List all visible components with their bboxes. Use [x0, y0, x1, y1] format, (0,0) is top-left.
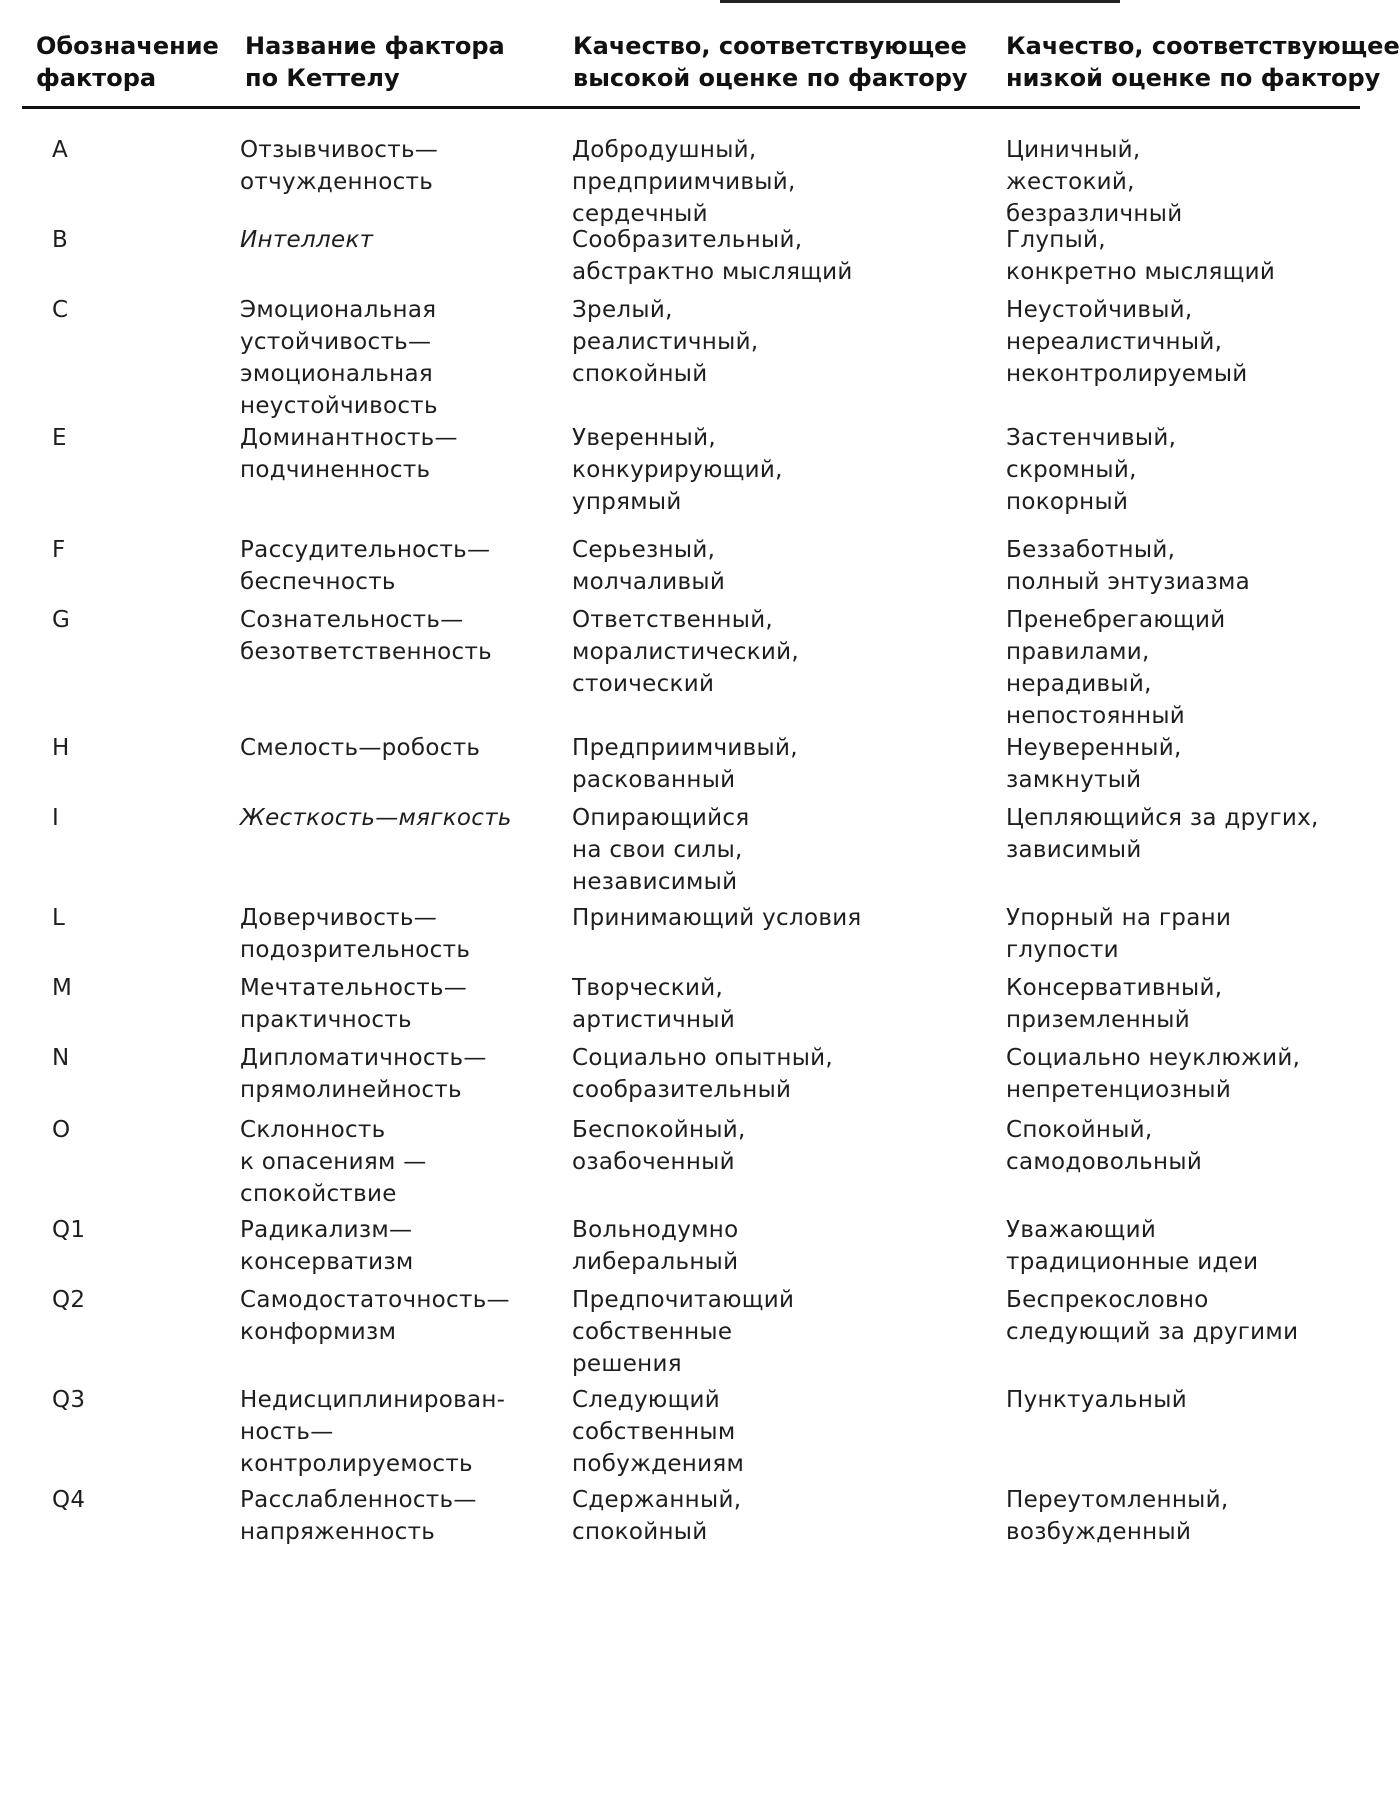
factor-name	[240, 1214, 414, 1278]
low-quality-line: самодовольный	[1006, 1149, 1203, 1175]
high-quality-line: озабоченный	[572, 1149, 735, 1175]
low-quality-line: нереалистичный,	[1006, 329, 1223, 355]
low-quality-line: полный энтузиазма	[1006, 569, 1250, 595]
factor-name-line: Радикализм—	[240, 1217, 413, 1243]
high-quality	[572, 534, 725, 598]
factor-name-line: Доверчивость—	[240, 905, 438, 931]
factor-name-line: Склонность	[240, 1117, 386, 1143]
factor-code	[52, 1384, 85, 1416]
factor-name-line: Жесткость—мягкость	[240, 805, 512, 831]
factor-name	[240, 732, 480, 764]
factor-code-line: Q3	[52, 1387, 86, 1413]
high-quality-line: спокойный	[572, 361, 708, 387]
factor-name-line: подчиненность	[240, 457, 431, 483]
low-quality-line: Пунктуальный	[1006, 1387, 1187, 1413]
header-low-quality: Качество, соответствующее низкой оценке по фактору	[1006, 32, 1400, 92]
high-quality-line: независимый	[572, 869, 738, 895]
high-quality-line: Беспокойный,	[572, 1117, 746, 1143]
factor-name-line: Рассудительность—	[240, 537, 491, 563]
high-quality	[572, 1484, 741, 1548]
low-quality	[1006, 134, 1182, 230]
factor-name-line: Смелость—робость	[240, 735, 481, 761]
low-quality-line: Глупый,	[1006, 227, 1106, 253]
low-quality	[1006, 902, 1231, 966]
high-quality-line: раскованный	[572, 767, 736, 793]
factor-name-line: прямолинейность	[240, 1077, 462, 1103]
high-quality-line: Уверенный,	[572, 425, 716, 451]
low-quality-line: неконтролируемый	[1006, 361, 1248, 387]
factor-name-line: Недисциплинирован-	[240, 1387, 506, 1413]
low-quality-line: возбужденный	[1006, 1519, 1192, 1545]
low-quality-line: Беспрекословно	[1006, 1287, 1209, 1313]
factor-name-line: устойчивость—	[240, 329, 432, 355]
factor-name-line: Доминантность—	[240, 425, 458, 451]
high-quality-line: Следующий	[572, 1387, 721, 1413]
low-quality-line: безразличный	[1006, 201, 1183, 227]
factor-code-line: Q1	[52, 1217, 86, 1243]
high-quality	[572, 1284, 794, 1380]
header-factor-name: Название фактора по Кеттелу	[245, 32, 505, 92]
factor-name	[240, 902, 470, 966]
factor-code	[52, 732, 70, 764]
high-quality	[572, 224, 853, 288]
factor-code	[52, 294, 68, 326]
factor-name-line: ность—	[240, 1419, 334, 1445]
low-quality-line: непретенциозный	[1006, 1077, 1232, 1103]
high-quality-line: реалистичный,	[572, 329, 759, 355]
factor-name-line: беспечность	[240, 569, 396, 595]
high-quality-line: собственные	[572, 1319, 733, 1345]
high-quality-line: Опирающийся	[572, 805, 750, 831]
table-header	[0, 0, 1400, 108]
factor-code	[52, 902, 65, 934]
factor-code	[52, 534, 66, 566]
low-quality-line: традиционные идеи	[1006, 1249, 1259, 1275]
high-quality-line: Сдержанный,	[572, 1487, 742, 1513]
factor-code	[52, 224, 68, 256]
factor-name-line: Отзывчивость—	[240, 137, 439, 163]
low-quality	[1006, 1384, 1187, 1416]
high-quality-line: собственным	[572, 1419, 736, 1445]
high-quality	[572, 1114, 746, 1178]
low-quality-line: покорный	[1006, 489, 1129, 515]
low-quality-line: жестокий,	[1006, 169, 1135, 195]
low-quality-line: приземленный	[1006, 1007, 1190, 1033]
low-quality-line: Цепляющийся за других,	[1006, 805, 1319, 831]
low-quality	[1006, 1484, 1228, 1548]
table-body	[0, 112, 1360, 1802]
factor-name	[240, 294, 438, 422]
factor-name-line: конформизм	[240, 1319, 397, 1345]
factor-name-line: Мечтательность—	[240, 975, 468, 1001]
low-quality-line: непостоянный	[1006, 703, 1186, 729]
factor-name-line: практичность	[240, 1007, 412, 1033]
high-quality	[572, 604, 799, 700]
high-quality-line: либеральный	[572, 1249, 739, 1275]
factor-name-line: спокойствие	[240, 1181, 397, 1207]
top-rule	[720, 0, 1120, 3]
factor-name-line: безответственность	[240, 639, 493, 665]
low-quality-line: Неустойчивый,	[1006, 297, 1193, 323]
low-quality	[1006, 1042, 1300, 1106]
factor-code	[52, 1284, 85, 1316]
factor-name	[240, 1284, 510, 1348]
factor-name	[240, 1114, 427, 1210]
low-quality	[1006, 604, 1225, 732]
high-quality-line: Сообразительный,	[572, 227, 803, 253]
factor-code-line: L	[52, 905, 66, 931]
factor-name	[240, 1484, 477, 1548]
high-quality	[572, 1384, 744, 1480]
low-quality-line: скромный,	[1006, 457, 1137, 483]
low-quality	[1006, 732, 1182, 796]
high-quality-line: Предприимчивый,	[572, 735, 798, 761]
high-quality-line: побуждениям	[572, 1451, 745, 1477]
header-factor-code: Обозначение фактора	[36, 32, 219, 92]
low-quality	[1006, 1114, 1202, 1178]
low-quality	[1006, 972, 1222, 1036]
factor-code-line: N	[52, 1045, 70, 1071]
factor-code-line: C	[52, 297, 69, 323]
high-quality	[572, 134, 796, 230]
high-quality-line: конкурирующий,	[572, 457, 783, 483]
high-quality-line: сердечный	[572, 201, 708, 227]
high-quality-line: абстрактно мыслящий	[572, 259, 853, 285]
high-quality-line: артистичный	[572, 1007, 736, 1033]
low-quality-line: Консервативный,	[1006, 975, 1223, 1001]
factor-code-line: I	[52, 805, 60, 831]
low-quality-line: Социально неуклюжий,	[1006, 1045, 1301, 1071]
high-quality-line: Серьезный,	[572, 537, 716, 563]
factor-code-line: F	[52, 537, 66, 563]
factor-code	[52, 134, 68, 166]
high-quality-line: молчаливый	[572, 569, 726, 595]
high-quality-line: на свои силы,	[572, 837, 743, 863]
factor-code	[52, 1114, 70, 1146]
high-quality-line: сообразительный	[572, 1077, 792, 1103]
low-quality-line: нерадивый,	[1006, 671, 1152, 697]
high-quality-line: Зрелый,	[572, 297, 673, 323]
factor-code-line: Q2	[52, 1287, 86, 1313]
factor-name-line: Интеллект	[240, 227, 374, 253]
header-high-quality: Качество, соответствующее высокой оценке по фактору	[573, 32, 968, 92]
factor-name-line: неустойчивость	[240, 393, 438, 419]
factor-name	[240, 972, 467, 1036]
low-quality-line: Пренебрегающий	[1006, 607, 1226, 633]
factor-name	[240, 422, 458, 486]
factor-code-line: B	[52, 227, 69, 253]
low-quality	[1006, 1284, 1298, 1348]
factor-code-line: M	[52, 975, 73, 1001]
high-quality-line: упрямый	[572, 489, 682, 515]
high-quality-line: стоический	[572, 671, 715, 697]
factor-code-line: E	[52, 425, 67, 451]
factor-name	[240, 534, 490, 598]
factor-name-line: Самодостаточность—	[240, 1287, 510, 1313]
low-quality	[1006, 294, 1248, 390]
factor-code	[52, 1214, 85, 1246]
high-quality-line: предприимчивый,	[572, 169, 796, 195]
factor-name	[240, 604, 492, 668]
low-quality-line: замкнутый	[1006, 767, 1142, 793]
factor-code	[52, 1042, 70, 1074]
low-quality-line: Неуверенный,	[1006, 735, 1182, 761]
factor-name-line: к опасениям —	[240, 1149, 427, 1175]
high-quality-line: спокойный	[572, 1519, 708, 1545]
factor-code	[52, 422, 67, 454]
factor-code	[52, 802, 59, 834]
factor-code	[52, 1484, 85, 1516]
high-quality	[572, 902, 862, 934]
factor-name-line: подозрительность	[240, 937, 471, 963]
high-quality-line: Социально опытный,	[572, 1045, 834, 1071]
factor-name-line: отчужденность	[240, 169, 434, 195]
high-quality-line: Добродушный,	[572, 137, 757, 163]
low-quality	[1006, 534, 1250, 598]
high-quality-line: Ответственный,	[572, 607, 774, 633]
low-quality	[1006, 802, 1319, 866]
low-quality-line: Упорный на грани	[1006, 905, 1232, 931]
factor-name-line: Эмоциональная	[240, 297, 437, 323]
high-quality-line: Принимающий условия	[572, 905, 862, 931]
low-quality-line: Переутомленный,	[1006, 1487, 1229, 1513]
low-quality	[1006, 224, 1275, 288]
low-quality	[1006, 422, 1176, 518]
factor-name-line: контролируемость	[240, 1451, 473, 1477]
factor-name	[240, 134, 438, 198]
low-quality-line: Спокойный,	[1006, 1117, 1153, 1143]
high-quality-line: Предпочитающий	[572, 1287, 795, 1313]
high-quality-line: Творческий,	[572, 975, 724, 1001]
factor-name-line: напряженность	[240, 1519, 436, 1545]
low-quality-line: Застенчивый,	[1006, 425, 1177, 451]
high-quality-line: моралистический,	[572, 639, 800, 665]
high-quality	[572, 732, 798, 796]
factor-name	[240, 224, 373, 256]
factor-name	[240, 1384, 505, 1480]
low-quality-line: Циничный,	[1006, 137, 1141, 163]
factor-name-line: Расслабленность—	[240, 1487, 477, 1513]
low-quality-line: конкретно мыслящий	[1006, 259, 1276, 285]
low-quality-line: Беззаботный,	[1006, 537, 1176, 563]
high-quality	[572, 972, 735, 1036]
factor-code	[52, 604, 70, 636]
factor-code	[52, 972, 72, 1004]
factor-name-line: консерватизм	[240, 1249, 414, 1275]
low-quality-line: зависимый	[1006, 837, 1142, 863]
header-rule	[22, 106, 1360, 109]
high-quality-line: решения	[572, 1351, 682, 1377]
low-quality	[1006, 1214, 1258, 1278]
factor-name-line: Сознательность—	[240, 607, 464, 633]
high-quality	[572, 1214, 739, 1278]
factor-name	[240, 1042, 487, 1106]
factor-name-line: эмоциональная	[240, 361, 433, 387]
high-quality	[572, 802, 750, 898]
factor-code-line: O	[52, 1117, 71, 1143]
low-quality-line: правилами,	[1006, 639, 1150, 665]
low-quality-line: следующий за другими	[1006, 1319, 1299, 1345]
factor-code-line: Q4	[52, 1487, 86, 1513]
factor-code-line: A	[52, 137, 69, 163]
low-quality-line: Уважающий	[1006, 1217, 1157, 1243]
factor-name	[240, 802, 512, 834]
factor-code-line: H	[52, 735, 70, 761]
factor-name-line: Дипломатичность—	[240, 1045, 487, 1071]
high-quality	[572, 294, 758, 390]
low-quality-line: глупости	[1006, 937, 1119, 963]
high-quality	[572, 1042, 833, 1106]
high-quality	[572, 422, 783, 518]
high-quality-line: Вольнодумно	[572, 1217, 739, 1243]
factor-code-line: G	[52, 607, 71, 633]
